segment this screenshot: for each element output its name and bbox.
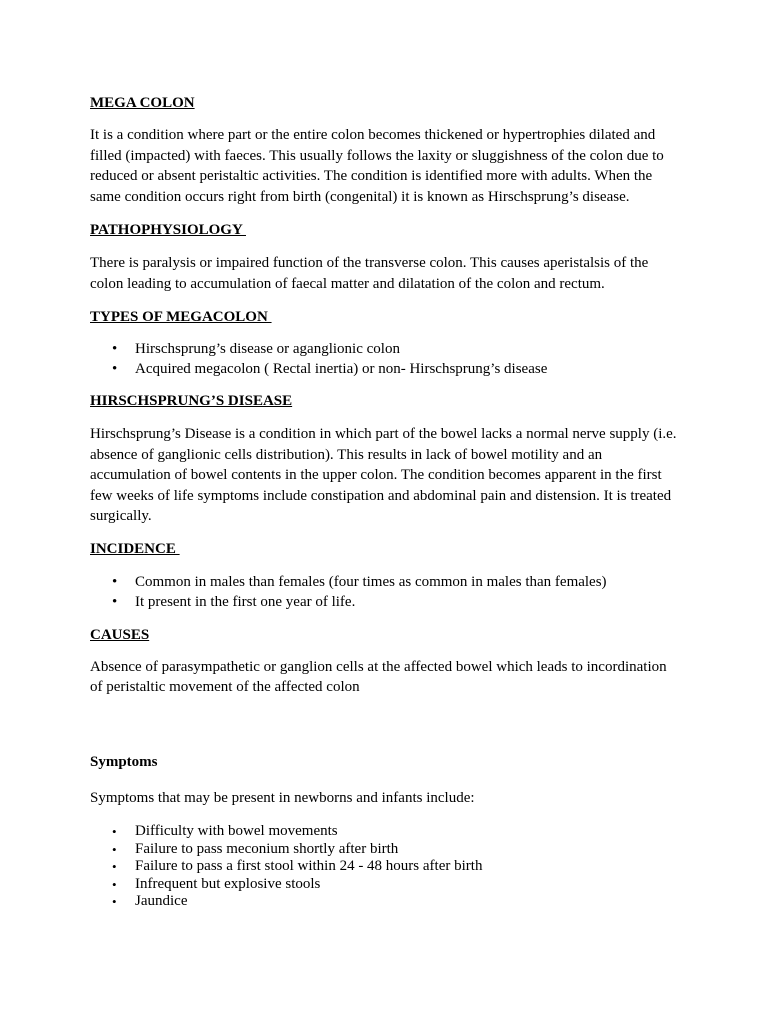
bullet-icon: •	[112, 876, 117, 892]
list-item	[90, 858, 680, 876]
list-item-text: Difficulty with bowel movements	[135, 823, 338, 839]
bullet-icon: •	[112, 894, 117, 910]
bullet-icon: •	[112, 341, 118, 357]
bullet-icon: •	[112, 361, 118, 377]
list-item-text: Failure to pass meconium shortly after birth	[135, 840, 399, 857]
list-item-text: Acquired megacolon ( Rectal inertia) or non- Hirschsprung’s disease	[135, 361, 548, 377]
document-page	[90, 93, 680, 911]
bullet-icon: •	[112, 859, 117, 875]
types-list	[90, 339, 680, 379]
causes-paragraph: Absence of parasympathetic or ganglion cells at the affected bowel which leads to incordination of peristaltic movement of the affected colon	[90, 658, 667, 695]
list-item	[90, 592, 680, 612]
symptoms-list	[90, 823, 680, 911]
list-item-text: Jaundice	[135, 893, 188, 910]
list-item-text: Infrequent but explosive stools	[135, 875, 321, 892]
list-item	[90, 339, 680, 359]
list-item-text: It present in the first one year of life.	[135, 593, 356, 610]
section-heading-hirschsprung: HIRSCHSPRUNG’S DISEASE	[90, 393, 293, 409]
symptoms-intro: Symptoms that may be present in newborns and infants include:	[90, 789, 475, 806]
hirschsprung-paragraph: Hirschsprung’s Disease is a condition in which part of the bowel lacks a normal nerve supply (i.e. absence of ganglionic cells distribution). This results in lack of bowel motility and an accumulation of bowel contents in the upper colon. The condition becomes apparent in the first few weeks of life symptoms include constipation and abdominal pain and distension. It is treated surgically.	[90, 426, 677, 524]
list-item	[90, 876, 680, 894]
section-heading-incidence: INCIDENCE	[90, 540, 180, 557]
section-heading-symptoms: Symptoms	[90, 753, 158, 770]
bullet-icon: •	[112, 593, 118, 610]
bullet-icon: •	[112, 824, 117, 839]
list-item	[90, 893, 680, 911]
list-item-text: Hirschsprung’s disease or aganglionic colon	[135, 341, 400, 357]
list-item-text: Common in males than females (four times as common in males than females)	[135, 573, 607, 590]
bullet-icon: •	[112, 573, 118, 590]
section-heading-pathophysiology: PATHOPHYSIOLOGY	[90, 222, 246, 238]
bullet-icon: •	[112, 841, 117, 857]
incidence-list	[90, 572, 680, 612]
section-heading-mega-colon: MEGA COLON	[90, 95, 195, 111]
pathophysiology-paragraph: There is paralysis or impaired function of the transverse colon. This causes aperistalsis of the colon leading to accumulation of faecal matter and dilatation of the colon and rectum.	[90, 255, 649, 292]
list-item	[90, 572, 680, 592]
list-item	[90, 359, 680, 379]
list-item	[90, 823, 680, 841]
list-item	[90, 841, 680, 859]
section-heading-types: TYPES OF MEGACOLON	[90, 309, 272, 325]
section-heading-causes: CAUSES	[90, 626, 150, 643]
list-item-text: Failure to pass a first stool within 24 - 48 hours after birth	[135, 858, 483, 875]
mega-colon-paragraph: It is a condition where part or the entire colon becomes thickened or hypertrophies dilated and filled (impacted) with faeces. This usually follows the laxity or sluggishness of the colon due to reduced or absent peristaltic activities. The condition is identified more with adults. When the same condition occurs right from birth (congenital) it is known as Hirschsprung’s disease.	[90, 127, 664, 205]
